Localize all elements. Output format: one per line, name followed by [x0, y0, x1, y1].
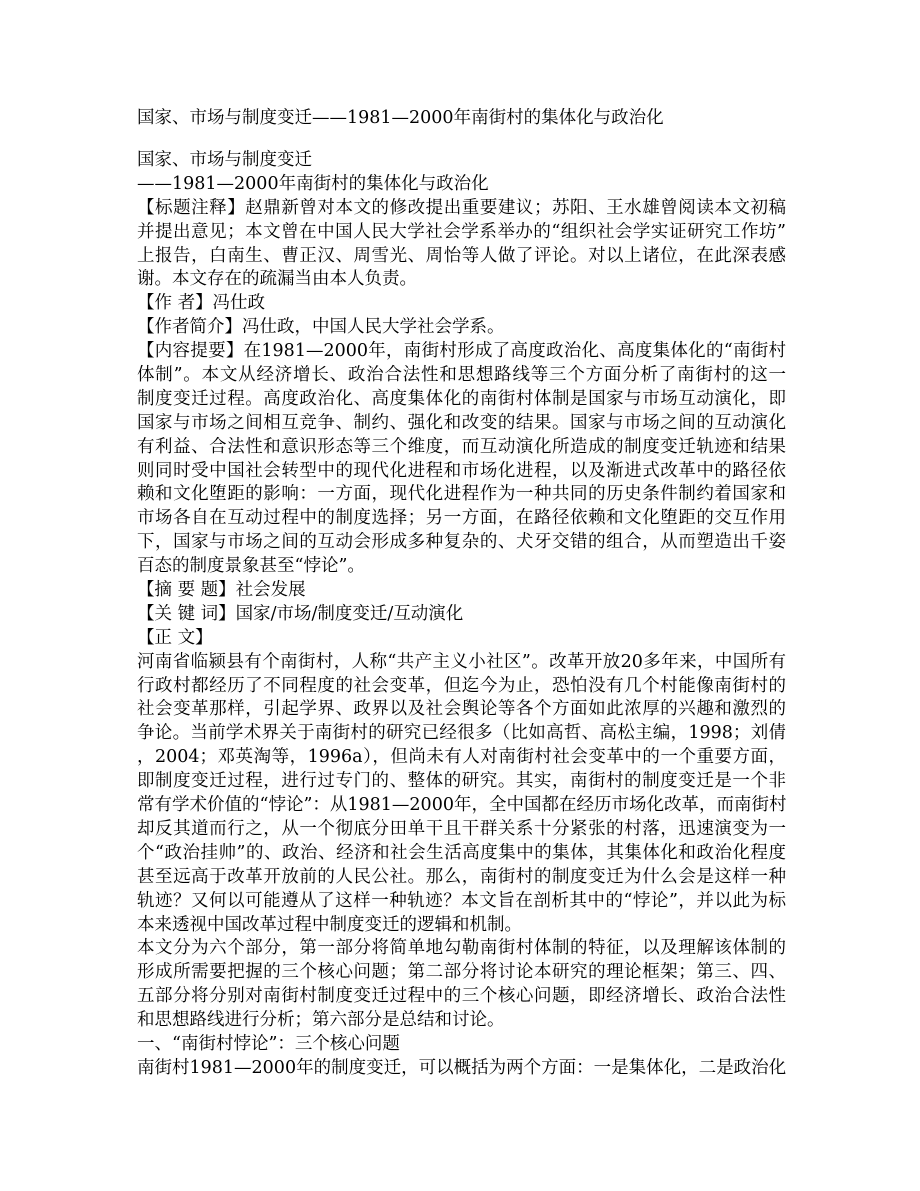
abstract-line: 体制”。本文从经济增长、政治合法性和思想路线等三个方面分析了南街村的这一	[137, 365, 786, 386]
paragraph-line: 本来透视中国改革过程中制度变迁的逻辑和机制。	[137, 914, 522, 935]
abstract-line: 百态的制度景象甚至“悖论”。	[137, 556, 365, 577]
paragraph-line: 个“政治挂帅”的、政治、经济和社会生活高度集中的集体，其集体化和政治化程度	[137, 842, 786, 863]
paragraph-line: 争论。当前学术界关于南街村的研究已经很多（比如高哲、高松主编，1998；刘倩	[137, 723, 786, 744]
abstract-line: 市场各自在互动过程中的制度选择；另一方面，在路径依赖和文化堕距的交互作用	[137, 508, 786, 529]
document-title: 国家、市场与制度变迁——1981—2000年南街村的集体化与政治化	[137, 108, 664, 128]
article-subtitle: ——1981—2000年南街村的集体化与政治化	[137, 173, 489, 194]
title-note-line: 【标题注释】赵鼎新曾对本文的修改提出重要建议；苏阳、王水雄曾阅读本文初稿	[137, 197, 786, 218]
subject-line: 【摘 要 题】社会发展	[137, 580, 306, 601]
paragraph-line: 南街村1981—2000年的制度变迁，可以概括为两个方面：一是集体化，二是政治化	[137, 1057, 786, 1078]
title-note-line: 并提出意见；本文曾在中国人民大学社会学系举办的“组织社会学实证研究工作坊”	[137, 221, 786, 242]
paragraph-line: 甚至远高于改革开放前的人民公社。那么，南街村的制度变迁为什么会是这样一种	[137, 866, 786, 887]
paragraph-line: 形成所需要把握的三个核心问题；第二部分将讨论本研究的理论框架；第三、四、	[137, 962, 786, 983]
abstract-line: 【内容提要】在1981—2000年，南街村形成了高度政治化、高度集体化的“南街村	[137, 341, 786, 362]
abstract-line: 下，国家与市场之间的互动会形成多种复杂的、犬牙交错的组合，从而塑造出千姿	[137, 532, 786, 553]
keywords-line: 【关 键 词】国家/市场/制度变迁/互动演化	[137, 603, 464, 624]
paragraph-line: 和思想路线进行分析；第六部分是总结和讨论。	[137, 1010, 505, 1031]
paragraph-line: 五部分将分别对南街村制度变迁过程中的三个核心问题，即经济增长、政治合法性	[137, 986, 786, 1007]
abstract-line: 赖和文化堕距的影响：一方面，现代化进程作为一种共同的历史条件制约着国家和	[137, 484, 786, 505]
abstract-line: 国家与市场之间相互竞争、制约、强化和改变的结果。国家与市场之间的互动演化	[137, 412, 786, 433]
body-heading: 【正 文】	[137, 627, 213, 648]
section-heading: 一、“南街村悖论”：三个核心问题	[137, 1033, 400, 1054]
author-bio-line: 【作者简介】冯仕政，中国人民大学社会学系。	[137, 317, 505, 338]
paragraph-line: 河南省临颍县有个南街村，人称“共产主义小社区”。改革开放20多年来，中国所有	[137, 651, 786, 672]
paragraph-line: 本文分为六个部分，第一部分将简单地勾勒南街村体制的特征，以及理解该体制的	[137, 938, 786, 959]
abstract-line: 则同时受中国社会转型中的现代化进程和市场化进程，以及渐进式改革中的路径依	[137, 460, 786, 481]
article-title: 国家、市场与制度变迁	[137, 150, 312, 170]
paragraph-line: 即制度变迁过程，进行过专门的、整体的研究。其实，南街村的制度变迁是一个非	[137, 771, 786, 792]
title-note-line: 谢。本文存在的疏漏当由本人负责。	[137, 269, 417, 290]
author-line: 【作 者】冯仕政	[137, 293, 266, 314]
title-note-line: 上报告，白南生、曹正汉、周雪光、周怡等人做了评论。对以上诸位，在此深表感	[137, 245, 786, 266]
paragraph-line: 行政村都经历了不同程度的社会变革，但迄今为止，恐怕没有几个村能像南街村的	[137, 675, 786, 696]
paragraph-line: 社会变革那样，引起学界、政界以及社会舆论等各个方面如此浓厚的兴趣和激烈的	[137, 699, 786, 720]
abstract-line: 制度变迁过程。高度政治化、高度集体化的南街村体制是国家与市场互动演化，即	[137, 388, 786, 409]
paragraph-line: 轨迹？又何以可能遵从了这样一种轨迹？本文旨在剖析其中的“悖论”，并以此为标	[137, 890, 786, 911]
abstract-line: 有利益、合法性和意识形态等三个维度，而互动演化所造成的制度变迁轨迹和结果	[137, 436, 786, 457]
paragraph-line: 却反其道而行之，从一个彻底分田单干且干群关系十分紧张的村落，迅速演变为一	[137, 818, 786, 839]
document-body	[137, 149, 786, 1081]
paragraph-line: 常有学术价值的“悖论”：从1981—2000年，全中国都在经历市场化改革，而南街村	[137, 795, 786, 816]
paragraph-line: ，2004；邓英淘等，1996a），但尚未有人对南街村社会变革中的一个重要方面，	[137, 747, 786, 768]
